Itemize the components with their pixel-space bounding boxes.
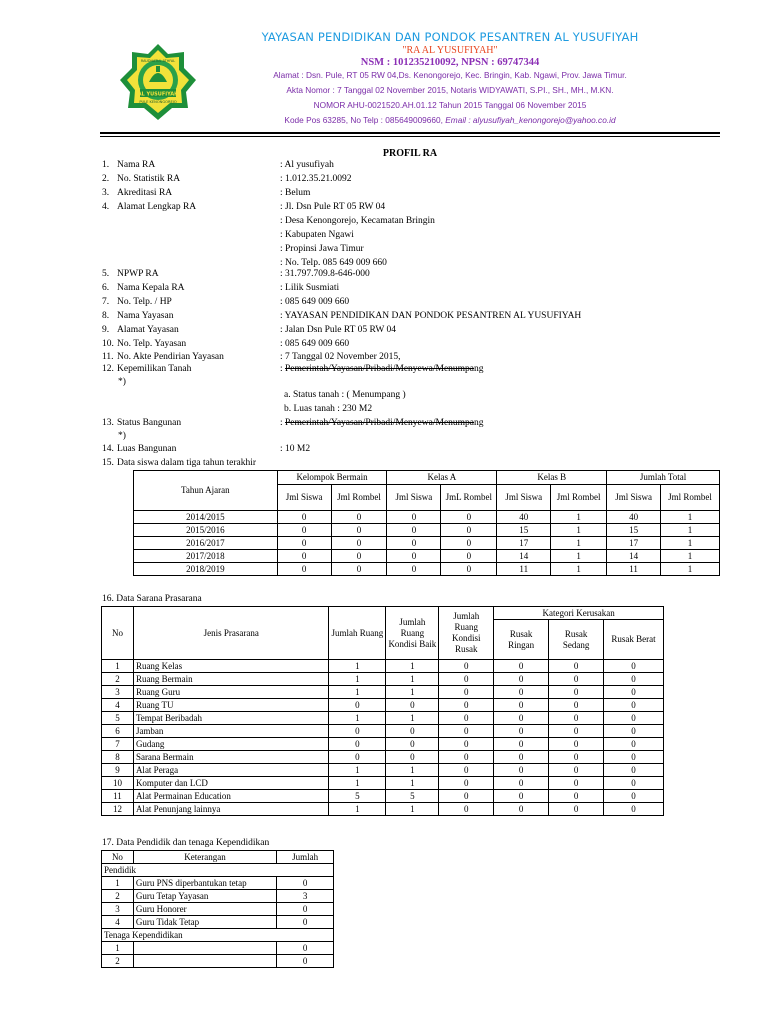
cell-no: 11	[102, 790, 134, 803]
cell-value: 0	[331, 563, 387, 576]
cell-value: 0	[494, 699, 549, 712]
table-row	[134, 537, 720, 550]
cell-value: 0	[604, 673, 664, 686]
contact-line	[200, 115, 700, 125]
group-kelas-b: Kelas B	[497, 471, 607, 485]
item-value: : Kabupaten Ngawi	[280, 230, 354, 240]
cell-value: 1	[661, 550, 720, 563]
cell-value: 0	[494, 686, 549, 699]
cell-no: 8	[102, 751, 134, 764]
siswa-table	[133, 470, 720, 576]
table-row	[102, 764, 664, 777]
table-row	[102, 673, 664, 686]
col-no: No	[102, 607, 134, 660]
cell-value: 0	[386, 725, 439, 738]
cell-no: 6	[102, 725, 134, 738]
cell-jml: 0	[277, 877, 334, 890]
item-number: 6.	[102, 283, 110, 293]
group-kelompok-bermain: Kelompok Bermain	[277, 471, 387, 485]
item-number: 13.	[102, 418, 114, 428]
group-kelas-a: Kelas A	[387, 471, 497, 485]
cell-value: 0	[494, 790, 549, 803]
page-title: PROFIL RA	[382, 148, 438, 159]
cell-value: 1	[386, 777, 439, 790]
item-value: : YAYASAN PENDIDIKAN DAN PONDOK PESANTREN AL YUSUFIYAH	[280, 311, 582, 321]
cell-value: 0	[386, 699, 439, 712]
cell-value: 1	[329, 803, 386, 816]
cell-value: 1	[386, 673, 439, 686]
item-number: 14.	[102, 444, 114, 454]
cell-value: 15	[607, 524, 661, 537]
cell-ket	[133, 955, 276, 968]
cell-name: Gudang	[133, 738, 329, 751]
table-row	[102, 942, 334, 955]
table-row	[102, 777, 664, 790]
sub-jml-rombel: Jml Rombel	[551, 485, 607, 511]
cell-value: 0	[277, 537, 331, 550]
cell-no: 12	[102, 803, 134, 816]
cell-jml: 0	[277, 916, 334, 929]
cell-year: 2014/2015	[134, 511, 278, 524]
cell-name: Ruang Kelas	[133, 660, 329, 673]
cell-value: 1	[386, 712, 439, 725]
table-row	[102, 955, 334, 968]
sarana-table	[101, 606, 664, 816]
item-value: : Desa Kenongorejo, Kecamatan Bringin	[280, 216, 435, 226]
cell-no: 1	[102, 660, 134, 673]
cell-value: 0	[549, 738, 604, 751]
cell-value: 0	[331, 511, 387, 524]
sub-jml-siswa: Jml Siswa	[277, 485, 331, 511]
nomor-line: NOMOR AHU-0021520.AH.01.12 Tahun 2015 Tanggal 06 November 2015	[313, 100, 587, 110]
cell-value: 14	[497, 550, 551, 563]
cell-value: 0	[441, 563, 497, 576]
cell-value: 0	[604, 660, 664, 673]
col-jumlah-ruang: Jumlah Ruang	[329, 607, 386, 660]
cell-value: 0	[494, 738, 549, 751]
contact-prefix: Kode Pos 63285, No Telp : 085649009660,	[284, 115, 446, 125]
item-value: : 1.012.35.21.0092	[280, 174, 352, 184]
group-label: Tenaga Kependidikan	[102, 929, 334, 942]
cell-value: 0	[549, 712, 604, 725]
col-keterangan: Keterangan	[133, 851, 276, 864]
cell-value: 1	[386, 686, 439, 699]
cell-no: 2	[102, 955, 134, 968]
item-value: : Jl. Dsn Pule RT 05 RW 04	[280, 202, 386, 212]
sarana-heading: 16. Data Sarana Prasarana	[102, 594, 202, 604]
nsm-npsn: NSM : 101235210092, NPSN : 69747344	[360, 57, 540, 68]
cell-value: 0	[441, 550, 497, 563]
col-kategori-kerusakan: Kategori Kerusakan	[494, 607, 664, 620]
cell-value: 0	[439, 712, 494, 725]
cell-value: 0	[549, 790, 604, 803]
cell-value: 0	[439, 803, 494, 816]
item-value: : Propinsi Jawa Timur	[280, 244, 364, 254]
cell-no: 3	[102, 903, 134, 916]
item-label: Luas Bangunan	[117, 444, 177, 454]
cell-ket: Guru Tidak Tetap	[133, 916, 276, 929]
cell-value: 40	[607, 511, 661, 524]
cell-value: 0	[604, 725, 664, 738]
cell-value: 0	[494, 777, 549, 790]
cell-value: 0	[604, 751, 664, 764]
table-row	[102, 890, 334, 903]
cell-value: 0	[604, 790, 664, 803]
cell-year: 2017/2018	[134, 550, 278, 563]
cell-value: 0	[277, 550, 331, 563]
table-row	[102, 738, 664, 751]
item-number: 10.	[102, 339, 114, 349]
cell-value: 0	[329, 751, 386, 764]
cell-no: 1	[102, 877, 134, 890]
cell-value: 1	[329, 764, 386, 777]
cell-value: 0	[329, 699, 386, 712]
cell-name: Ruang Bermain	[133, 673, 329, 686]
table-row	[102, 903, 334, 916]
table-row	[102, 686, 664, 699]
cell-name: Ruang Guru	[133, 686, 329, 699]
cell-value: 0	[604, 686, 664, 699]
cell-value: 0	[386, 738, 439, 751]
item-number: 1.	[102, 160, 110, 170]
item-label: Nama Kepala RA	[117, 283, 185, 293]
cell-name: Alat Permainan Education	[133, 790, 329, 803]
item-label: Data siswa dalam tiga tahun terakhir	[117, 458, 257, 468]
item-value: : No. Telp. 085 649 009 660	[280, 258, 387, 268]
item-label: Alamat Yayasan	[117, 325, 179, 335]
item-number: 7.	[102, 297, 110, 307]
item-label: NPWP RA	[117, 269, 159, 279]
item-number: 2.	[102, 174, 110, 184]
cell-value: 11	[497, 563, 551, 576]
cell-value: 0	[439, 738, 494, 751]
cell-value: 0	[331, 524, 387, 537]
cell-value: 17	[497, 537, 551, 550]
table-row	[102, 877, 334, 890]
col-kondisi-rusak: Jumlah Ruang Kondisi Rusak	[439, 607, 494, 660]
cell-value: 0	[439, 751, 494, 764]
sub-jml-rombel: Jml Rombel	[331, 485, 387, 511]
struck-options: Pemerintah/Yayasan/Pribadi/Menyewa/Menumpa	[285, 364, 475, 374]
item-number: 4.	[102, 202, 110, 212]
cell-value: 0	[494, 673, 549, 686]
cell-value: 0	[439, 686, 494, 699]
cell-value: 0	[549, 777, 604, 790]
item-label: Nama Yayasan	[117, 311, 174, 321]
cell-name: Tempat Beribadah	[133, 712, 329, 725]
cell-value: 1	[386, 803, 439, 816]
cell-value: 0	[439, 790, 494, 803]
sub-jml-siswa: Jml Siswa	[387, 485, 441, 511]
item-value: : Pemerintah/Yayasan/Pribadi/Menyewa/Menumpang	[280, 418, 484, 428]
cell-no: 10	[102, 777, 134, 790]
cell-jml: 3	[277, 890, 334, 903]
cell-value: 11	[607, 563, 661, 576]
cell-name: Jamban	[133, 725, 329, 738]
cell-value: 1	[329, 777, 386, 790]
group-jumlah-total: Jumlah Total	[607, 471, 720, 485]
cell-ket: Guru Honorer	[133, 903, 276, 916]
sub-jml-rombel: Jml Rombel	[661, 485, 720, 511]
cell-name: Komputer dan LCD	[133, 777, 329, 790]
cell-value: 0	[494, 803, 549, 816]
item-number: 9.	[102, 325, 110, 335]
cell-value: 1	[386, 660, 439, 673]
cell-value: 1	[661, 563, 720, 576]
cell-value: 0	[387, 537, 441, 550]
group-row	[102, 929, 334, 942]
col-rusak-ringan: Rusak Ringan	[494, 620, 549, 660]
cell-name: Ruang TU	[133, 699, 329, 712]
table-row	[134, 563, 720, 576]
col-tahun-ajaran: Tahun Ajaran	[134, 471, 278, 511]
item-value: : 085 649 009 660	[280, 339, 350, 349]
cell-value: 0	[387, 524, 441, 537]
cell-no: 2	[102, 890, 134, 903]
cell-value: 1	[551, 550, 607, 563]
struck-options: Pemerintah/Yayasan/Pribadi/Menyewa/Menumpa	[285, 418, 475, 428]
cell-value: 0	[549, 660, 604, 673]
email-address: Email : alyusufiyah_kenongorejo@yahoo.co.id	[445, 115, 616, 125]
cell-no: 3	[102, 686, 134, 699]
item-value: : Lilik Susmiati	[280, 283, 340, 293]
cell-value: 0	[604, 712, 664, 725]
cell-value: 0	[441, 524, 497, 537]
table-row	[134, 511, 720, 524]
item-value: : 085 649 009 660	[280, 297, 350, 307]
options-tail: ng	[474, 364, 484, 374]
cell-value: 0	[331, 537, 387, 550]
logo-text-bottom: PULE KENONGOREJO	[139, 100, 177, 104]
item-label: Alamat Lengkap RA	[117, 202, 197, 212]
cell-value: 0	[387, 511, 441, 524]
cell-name: Alat Peraga	[133, 764, 329, 777]
cell-value: 0	[329, 738, 386, 751]
cell-value: 0	[387, 563, 441, 576]
options-tail: ng	[474, 418, 484, 428]
cell-no: 4	[102, 916, 134, 929]
cell-value: 1	[661, 537, 720, 550]
cell-value: 0	[439, 777, 494, 790]
item-number: 11.	[102, 352, 114, 362]
cell-value: 17	[607, 537, 661, 550]
cell-jml: 0	[277, 903, 334, 916]
cell-value: 0	[439, 725, 494, 738]
table-row	[102, 725, 664, 738]
cell-value: 0	[494, 712, 549, 725]
item-number: 3.	[102, 188, 110, 198]
header-rule-thin	[100, 136, 720, 137]
col-rusak-sedang: Rusak Sedang	[549, 620, 604, 660]
cell-name: Sarana Bermain	[133, 751, 329, 764]
table-row	[102, 916, 334, 929]
cell-jml: 0	[277, 955, 334, 968]
cell-year: 2016/2017	[134, 537, 278, 550]
cell-jml: 0	[277, 942, 334, 955]
cell-no: 9	[102, 764, 134, 777]
cell-value: 0	[549, 673, 604, 686]
school-name: "RA AL YUSUFIYAH"	[402, 45, 498, 56]
address-line: Alamat : Dsn. Pule, RT 05 RW 04,Ds. Kenongorejo, Kec. Bringin, Kab. Ngawi, Prov. Jawa Timur.	[273, 70, 627, 80]
table-row	[134, 524, 720, 537]
item-value: : Belum	[280, 188, 311, 198]
item-number: 5.	[102, 269, 110, 279]
cell-value: 5	[329, 790, 386, 803]
cell-value: 0	[441, 537, 497, 550]
cell-value: 0	[604, 803, 664, 816]
cell-value: 0	[439, 660, 494, 673]
pendidik-table	[101, 850, 334, 968]
group-row	[102, 864, 334, 877]
table-row	[102, 712, 664, 725]
table-row	[134, 550, 720, 563]
cell-value: 14	[607, 550, 661, 563]
item-number: 15.	[102, 458, 114, 468]
cell-value: 0	[277, 511, 331, 524]
cell-value: 0	[329, 725, 386, 738]
cell-value: 1	[329, 660, 386, 673]
group-label: Pendidik	[102, 864, 334, 877]
cell-value: 0	[277, 524, 331, 537]
cell-name: Alat Penunjang lainnya	[133, 803, 329, 816]
footnote-star: *)	[118, 377, 126, 387]
cell-value: 1	[661, 511, 720, 524]
cell-ket: Guru Tetap Yayasan	[133, 890, 276, 903]
luas-tanah: b. Luas tanah : 230 M2	[284, 404, 373, 414]
school-logo	[118, 42, 198, 122]
table-row	[102, 699, 664, 712]
table-row	[102, 751, 664, 764]
item-label: No. Statistik RA	[117, 174, 181, 184]
cell-value: 0	[439, 764, 494, 777]
cell-no: 5	[102, 712, 134, 725]
item-label: Status Bangunan	[117, 418, 182, 428]
cell-value: 1	[329, 712, 386, 725]
logo-text-top: AL YUSUFIYAH	[137, 91, 179, 98]
cell-value: 0	[604, 699, 664, 712]
cell-value: 0	[494, 751, 549, 764]
akta-line: Akta Nomor : 7 Tanggal 02 November 2015, Notaris WIDYAWATI, S.PI., SH., MH., M.KN.	[286, 85, 614, 95]
cell-no: 2	[102, 673, 134, 686]
status-tanah: a. Status tanah : ( Menumpang )	[284, 390, 406, 400]
cell-value: 1	[551, 563, 607, 576]
cell-value: 0	[277, 563, 331, 576]
sub-jml-siswa: Jml Siswa	[497, 485, 551, 511]
cell-value: 1	[551, 511, 607, 524]
item-value: : 10 M2	[280, 444, 311, 454]
item-label: No. Telp. / HP	[117, 297, 172, 307]
cell-no: 4	[102, 699, 134, 712]
table-row	[102, 803, 664, 816]
cell-value: 0	[439, 673, 494, 686]
cell-value: 40	[497, 511, 551, 524]
item-value: : Jalan Dsn Pule RT 05 RW 04	[280, 325, 396, 335]
item-label: Nama RA	[117, 160, 156, 170]
cell-value: 0	[331, 550, 387, 563]
sub-jml-siswa: Jml Siswa	[607, 485, 661, 511]
item-label: No. Akte Pendirian Yayasan	[117, 352, 224, 362]
cell-value: 15	[497, 524, 551, 537]
cell-value: 0	[549, 803, 604, 816]
col-jenis-prasarana: Jenis Prasarana	[133, 607, 329, 660]
logo-text-arc: RAUDHATUL ATHFAL	[140, 59, 176, 63]
item-label: Akreditasi RA	[117, 188, 173, 198]
item-number: 12.	[102, 364, 114, 374]
cell-value: 0	[549, 686, 604, 699]
cell-year: 2015/2016	[134, 524, 278, 537]
table-row	[102, 790, 664, 803]
pendidik-heading: 17. Data Pendidik dan tenaga Kependidikan	[102, 838, 270, 848]
cell-value: 1	[551, 524, 607, 537]
item-value: : 31.797.709.8-646-000	[280, 269, 370, 279]
item-value: : Al yusufiyah	[280, 160, 334, 170]
cell-value: 0	[549, 764, 604, 777]
col-jumlah: Jumlah	[277, 851, 334, 864]
cell-value: 0	[549, 751, 604, 764]
cell-no: 1	[102, 942, 134, 955]
cell-value: 1	[386, 764, 439, 777]
cell-value: 0	[549, 725, 604, 738]
cell-value: 0	[494, 764, 549, 777]
cell-year: 2018/2019	[134, 563, 278, 576]
cell-value: 5	[386, 790, 439, 803]
item-value: : 7 Tanggal 02 November 2015,	[280, 352, 401, 362]
item-label: Kepemilikan Tanah	[117, 364, 192, 374]
cell-value: 1	[329, 686, 386, 699]
cell-value: 0	[549, 699, 604, 712]
cell-value: 0	[494, 725, 549, 738]
cell-value: 1	[661, 524, 720, 537]
header-rule-thick	[100, 132, 720, 134]
cell-no: 7	[102, 738, 134, 751]
sub-jml-rombel: JmL Rombel	[441, 485, 497, 511]
org-name: YAYASAN PENDIDIKAN DAN PONDOK PESANTREN AL YUSUFIYAH	[261, 30, 639, 44]
cell-value: 0	[386, 751, 439, 764]
cell-ket: Guru PNS diperbantukan tetap	[133, 877, 276, 890]
cell-value: 1	[551, 537, 607, 550]
item-label: No. Telp. Yayasan	[117, 339, 187, 349]
footnote-star: *)	[118, 431, 126, 441]
cell-value: 0	[441, 511, 497, 524]
cell-value: 0	[494, 660, 549, 673]
cell-value: 1	[329, 673, 386, 686]
col-kondisi-baik: Jumlah Ruang Kondisi Baik	[386, 607, 439, 660]
cell-value: 0	[604, 738, 664, 751]
col-no: No	[102, 851, 134, 864]
cell-ket	[133, 942, 276, 955]
item-number: 8.	[102, 311, 110, 321]
cell-value: 0	[604, 777, 664, 790]
col-rusak-berat: Rusak Berat	[604, 620, 664, 660]
table-row	[102, 660, 664, 673]
cell-value: 0	[439, 699, 494, 712]
cell-value: 0	[604, 764, 664, 777]
cell-value: 0	[387, 550, 441, 563]
item-value: : Pemerintah/Yayasan/Pribadi/Menyewa/Menumpang	[280, 364, 484, 374]
